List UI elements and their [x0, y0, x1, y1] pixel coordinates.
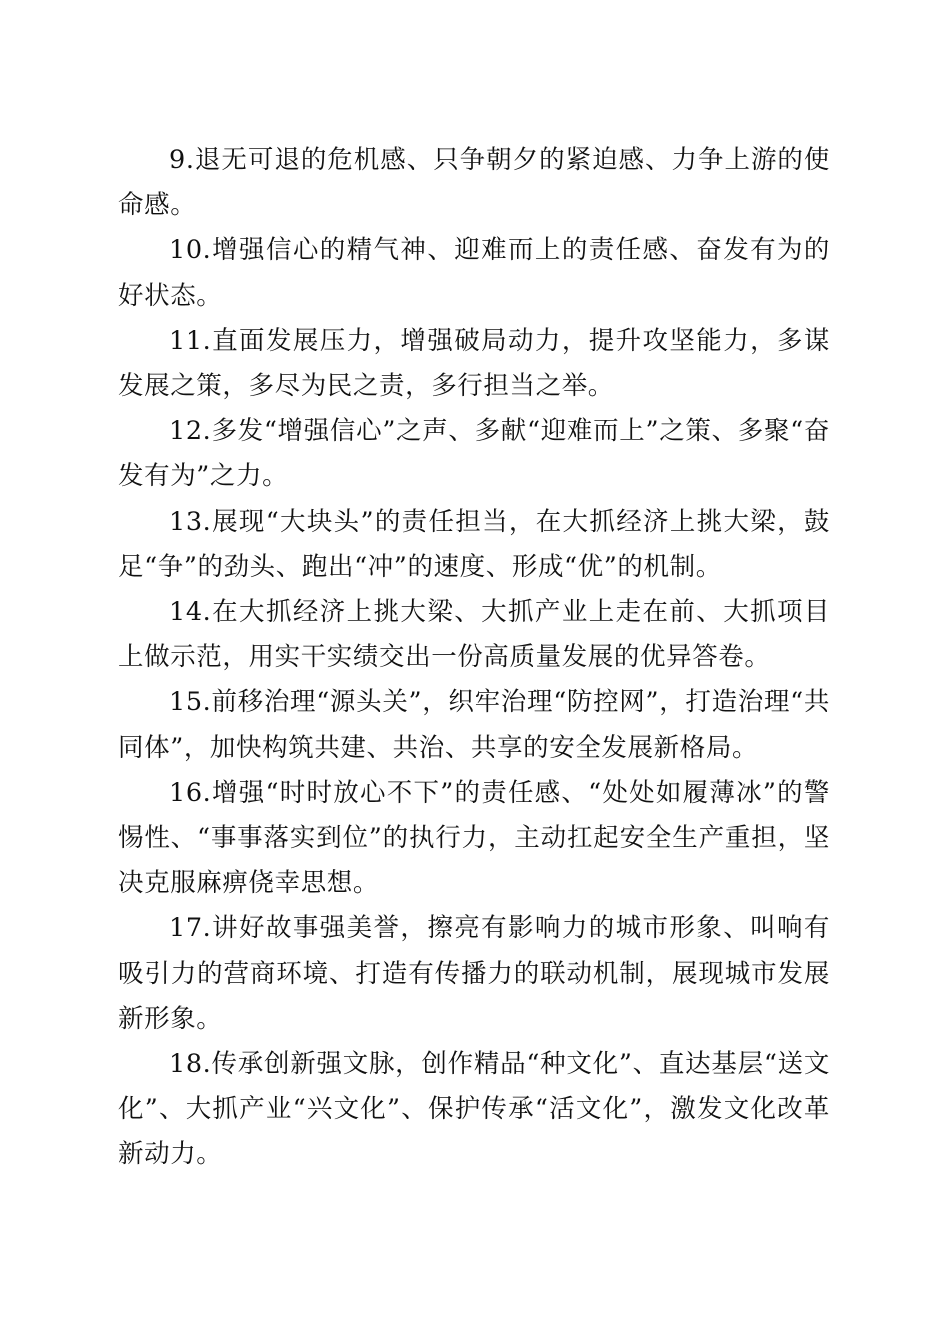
paragraph-13: 13.展现“大块头”的责任担当，在大抓经济上挑大梁，鼓足“争”的劲头、跑出“冲”的速度、形成“优”的机制。 [118, 506, 830, 582]
document-body [118, 138, 830, 1178]
paragraph-12: 12.多发“增强信心”之声、多献“迎难而上”之策、多聚“奋发有为”之力。 [118, 416, 830, 492]
paragraph-14: 14.在大抓经济上挑大梁、大抓产业上走在前、大抓项目上做示范，用实干实绩交出一份高质量发展的优异答卷。 [118, 597, 830, 673]
paragraph-16: 16.增强“时时放心不下”的责任感、“处处如履薄冰”的警惕性、“事事落实到位”的执行力，主动扛起安全生产重担，坚决克服麻痹侥幸思想。 [118, 777, 830, 899]
paragraph-10: 10.增强信心的精气神、迎难而上的责任感、奋发有为的好状态。 [118, 235, 830, 311]
paragraph-17: 17.讲好故事强美誉，擦亮有影响力的城市形象、叫响有吸引力的营商环境、打造有传播力的联动机制，展现城市发展新形象。 [118, 913, 830, 1034]
paragraph-11: 11.直面发展压力，增强破局动力，提升攻坚能力，多谋发展之策，多尽为民之责，多行担当之举。 [118, 325, 830, 402]
paragraph-9: 9.退无可退的危机感、只争朝夕的紧迫感、力争上游的使命感。 [118, 145, 830, 221]
paragraph-15: 15.前移治理“源头关”，织牢治理“防控网”，打造治理“共同体”，加快构筑共建、共治、共享的安全发展新格局。 [118, 687, 830, 763]
paragraph-18: 18.传承创新强文脉，创作精品“种文化”、直达基层“送文化”、大抓产业“兴文化”、保护传承“活文化”，激发文化改革新动力。 [118, 1049, 830, 1170]
